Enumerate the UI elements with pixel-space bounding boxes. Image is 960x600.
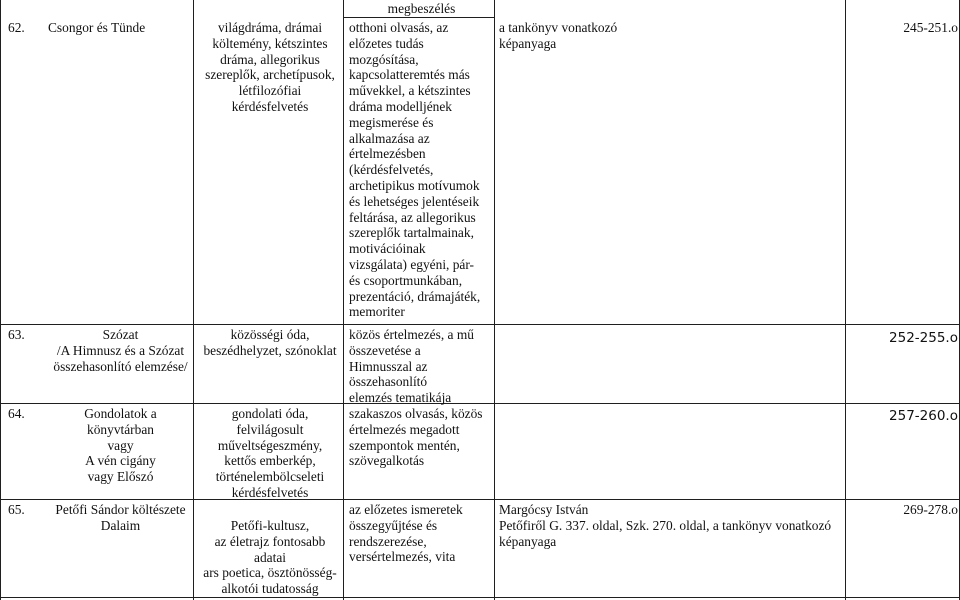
lesson-methods: közös értelmezés, a mű összevetése a Himnusszal az összehasonlító elemzés tematikája <box>349 327 474 406</box>
lesson-tools: a tankönyv vonatkozó képanyaga <box>499 20 618 51</box>
lesson-methods: otthoni olvasás, az előzetes tudás mozgósítása, kapcsolatteremtés más művekkel, a kétszintes dráma modelljének megismerése és alkalmazása az értelmezésben (kérdésfelvetés, archetipikus motívumok és lehetséges jelentéseik feltárása, az allegorikus szereplők tartalmainak, motivációinak vizsgálata) egyéni, pár- és csoportmunkában, prezentáció, drámajáték, memoriter <box>349 20 481 320</box>
lesson-tools: Margócsy István Petőfiről G. 337. oldal, Szk. 270. oldal, a tankönyv vonatkozó képanyaga <box>499 502 832 549</box>
lesson-concepts: Petőfi-kultusz, az életrajz fontosabb adatai ars poetica, ösztönösség- alkotói tudatosság <box>203 518 337 597</box>
row-divider-4 <box>0 499 960 500</box>
lesson-methods: az előzetes ismeretek összegyűjtése és rendszerezése, versértelmezés, vita <box>349 502 463 565</box>
lesson-methods: szakaszos olvasás, közös értelmezés megadott szempontok mentén, szövegalkotás <box>349 406 483 469</box>
lesson-pages <box>846 408 958 425</box>
lesson-title: Csongor és Tünde <box>48 20 146 35</box>
column-divider-1 <box>193 0 194 600</box>
lesson-number: 62. <box>8 20 25 35</box>
column-divider-3 <box>494 0 495 600</box>
lesson-method-heading: megbeszélés <box>387 1 456 16</box>
lesson-pages: 245-251.o <box>903 20 958 35</box>
lesson-number: 65. <box>8 502 25 517</box>
lesson-pages <box>846 330 958 347</box>
lesson-concepts: világdráma, drámai költemény, kétszintes dráma, allegorikus szereplők, archetípusok, létfilozófiai kérdésfelvetés <box>205 20 335 114</box>
lesson-number: 63. <box>8 327 25 342</box>
table-border-bottom <box>0 597 960 598</box>
lesson-title: Petőfi Sándor költészete Dalaim <box>55 502 186 533</box>
row-divider-1 <box>343 17 494 18</box>
lesson-concepts: gondolati óda, felvilágosult műveltségeszmény, kettős emberkép, történelembölcseleti kérdésfelvetés <box>215 406 325 500</box>
table-border-left <box>0 0 1 600</box>
row-divider-2 <box>0 324 960 325</box>
lesson-title: Gondolatok a könyvtárban vagy A vén cigány vagy Előszó <box>84 406 157 485</box>
lesson-pages: 269-278.o <box>903 502 958 517</box>
lesson-number: 64. <box>8 406 25 421</box>
lesson-pages-text: 252-255.o <box>889 330 958 346</box>
lesson-title: Szózat /A Himnusz és a Szózat összehasonlító elemzése/ <box>53 327 188 374</box>
lesson-pages-text: 257-260.o <box>889 408 958 424</box>
lesson-concepts: közösségi óda, beszédhelyzet, szónoklat <box>203 327 337 358</box>
column-divider-2 <box>343 0 344 600</box>
